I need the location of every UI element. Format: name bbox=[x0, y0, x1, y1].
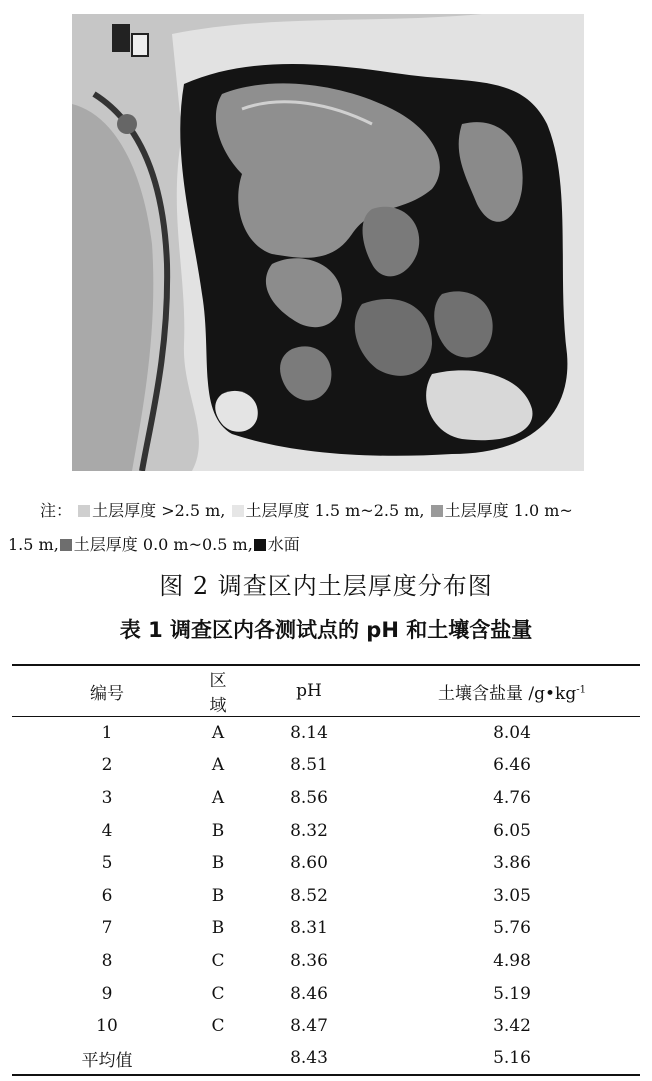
table-row bbox=[12, 814, 640, 847]
cell-salt: 6.46 bbox=[493, 755, 531, 776]
table-row bbox=[12, 1042, 640, 1075]
cell-ph: 8.52 bbox=[290, 885, 328, 906]
cell-ph: 8.60 bbox=[290, 853, 328, 874]
data-table bbox=[12, 664, 640, 1076]
cell-region: A bbox=[211, 787, 225, 808]
table-body bbox=[12, 717, 640, 1076]
cell-salt: 4.76 bbox=[493, 787, 531, 808]
table-row bbox=[12, 1010, 640, 1043]
cell-id: 3 bbox=[101, 787, 113, 808]
cell-salt: 3.86 bbox=[493, 853, 531, 874]
cell-id: 5 bbox=[101, 853, 113, 874]
cell-ph: 8.31 bbox=[290, 918, 328, 939]
legend-swatch-0-0-0-5m bbox=[60, 539, 72, 551]
soil-thickness-map-graphic bbox=[72, 14, 584, 471]
table-caption: 表 1 调查区内各测试点的 pH 和土壤含盐量 bbox=[119, 618, 533, 642]
cell-region: C bbox=[211, 950, 225, 971]
cell-salt: 5.16 bbox=[384, 1042, 640, 1075]
cell-region: A bbox=[211, 755, 225, 776]
cell-region: B bbox=[211, 820, 225, 841]
figure-note-line-1 bbox=[40, 500, 652, 522]
table-row bbox=[12, 912, 640, 945]
table-header-row bbox=[12, 665, 640, 717]
note-item-4: 土层厚度 0.0 m~0.5 m, bbox=[73, 535, 253, 554]
cell-id: 8 bbox=[101, 950, 113, 971]
note-prefix: 注： bbox=[40, 501, 73, 520]
cell-region: C bbox=[211, 983, 225, 1004]
cell-salt: 5.19 bbox=[493, 983, 531, 1004]
legend-swatch-1-5-2-5m bbox=[232, 505, 244, 517]
table-row bbox=[12, 977, 640, 1010]
header-salt-text: 土壤含盐量 /g•kg bbox=[438, 683, 577, 704]
cell-id: 7 bbox=[101, 918, 113, 939]
cell-ph: 8.47 bbox=[290, 1016, 328, 1037]
cell-ph: 8.56 bbox=[290, 787, 328, 808]
soil-thickness-map bbox=[72, 14, 584, 471]
cell-ph: 8.43 bbox=[234, 1042, 384, 1075]
cell-id: 1 bbox=[101, 723, 113, 744]
header-id: 编号 bbox=[12, 665, 202, 717]
cell-region: B bbox=[211, 918, 225, 939]
cell-id: 9 bbox=[101, 983, 113, 1004]
legend-swatch-water bbox=[254, 539, 266, 551]
cell-region: C bbox=[211, 1016, 225, 1037]
cell-region: B bbox=[211, 853, 225, 874]
header-region: 区域 bbox=[202, 665, 234, 717]
cell-region: B bbox=[211, 885, 225, 906]
table-row bbox=[12, 847, 640, 880]
table-row bbox=[12, 717, 640, 750]
table-row bbox=[12, 879, 640, 912]
cell-id: 2 bbox=[101, 755, 113, 776]
cell-salt: 3.42 bbox=[493, 1016, 531, 1037]
cell-salt: 4.98 bbox=[493, 950, 531, 971]
figure-note-line-2 bbox=[8, 534, 648, 556]
note-item-3: 土层厚度 1.0 m~ bbox=[444, 501, 573, 520]
note-item-1: 土层厚度 >2.5 m, bbox=[92, 501, 226, 520]
legend-swatch-1-0-1-5m bbox=[431, 505, 443, 517]
cell-ph: 8.36 bbox=[290, 950, 328, 971]
cell-ph: 8.32 bbox=[290, 820, 328, 841]
note-item-5: 水面 bbox=[267, 535, 300, 554]
cell-ph: 8.46 bbox=[290, 983, 328, 1004]
cell-id: 10 bbox=[96, 1016, 118, 1037]
cell-region bbox=[202, 1042, 234, 1075]
note-item-3-cont: 1.5 m, bbox=[8, 535, 59, 554]
note-item-2: 土层厚度 1.5 m~2.5 m, bbox=[245, 501, 425, 520]
figure-caption: 图 2 调查区内土层厚度分布图 bbox=[159, 572, 493, 600]
header-salt bbox=[384, 665, 640, 717]
cell-ph: 8.51 bbox=[290, 755, 328, 776]
table-row bbox=[12, 945, 640, 978]
cell-id: 4 bbox=[101, 820, 113, 841]
cell-salt: 8.04 bbox=[493, 723, 531, 744]
cell-id: 平均值 bbox=[12, 1042, 202, 1075]
header-salt-exponent: -1 bbox=[576, 683, 586, 695]
header-ph: pH bbox=[234, 665, 384, 717]
cell-salt: 3.05 bbox=[493, 885, 531, 906]
cell-id: 6 bbox=[101, 885, 113, 906]
legend-swatch-gt-2-5m bbox=[78, 505, 90, 517]
cell-salt: 5.76 bbox=[493, 918, 531, 939]
table-row bbox=[12, 749, 640, 782]
cell-ph: 8.14 bbox=[290, 723, 328, 744]
table-row bbox=[12, 782, 640, 815]
cell-salt: 6.05 bbox=[493, 820, 531, 841]
cell-region: A bbox=[211, 723, 225, 744]
